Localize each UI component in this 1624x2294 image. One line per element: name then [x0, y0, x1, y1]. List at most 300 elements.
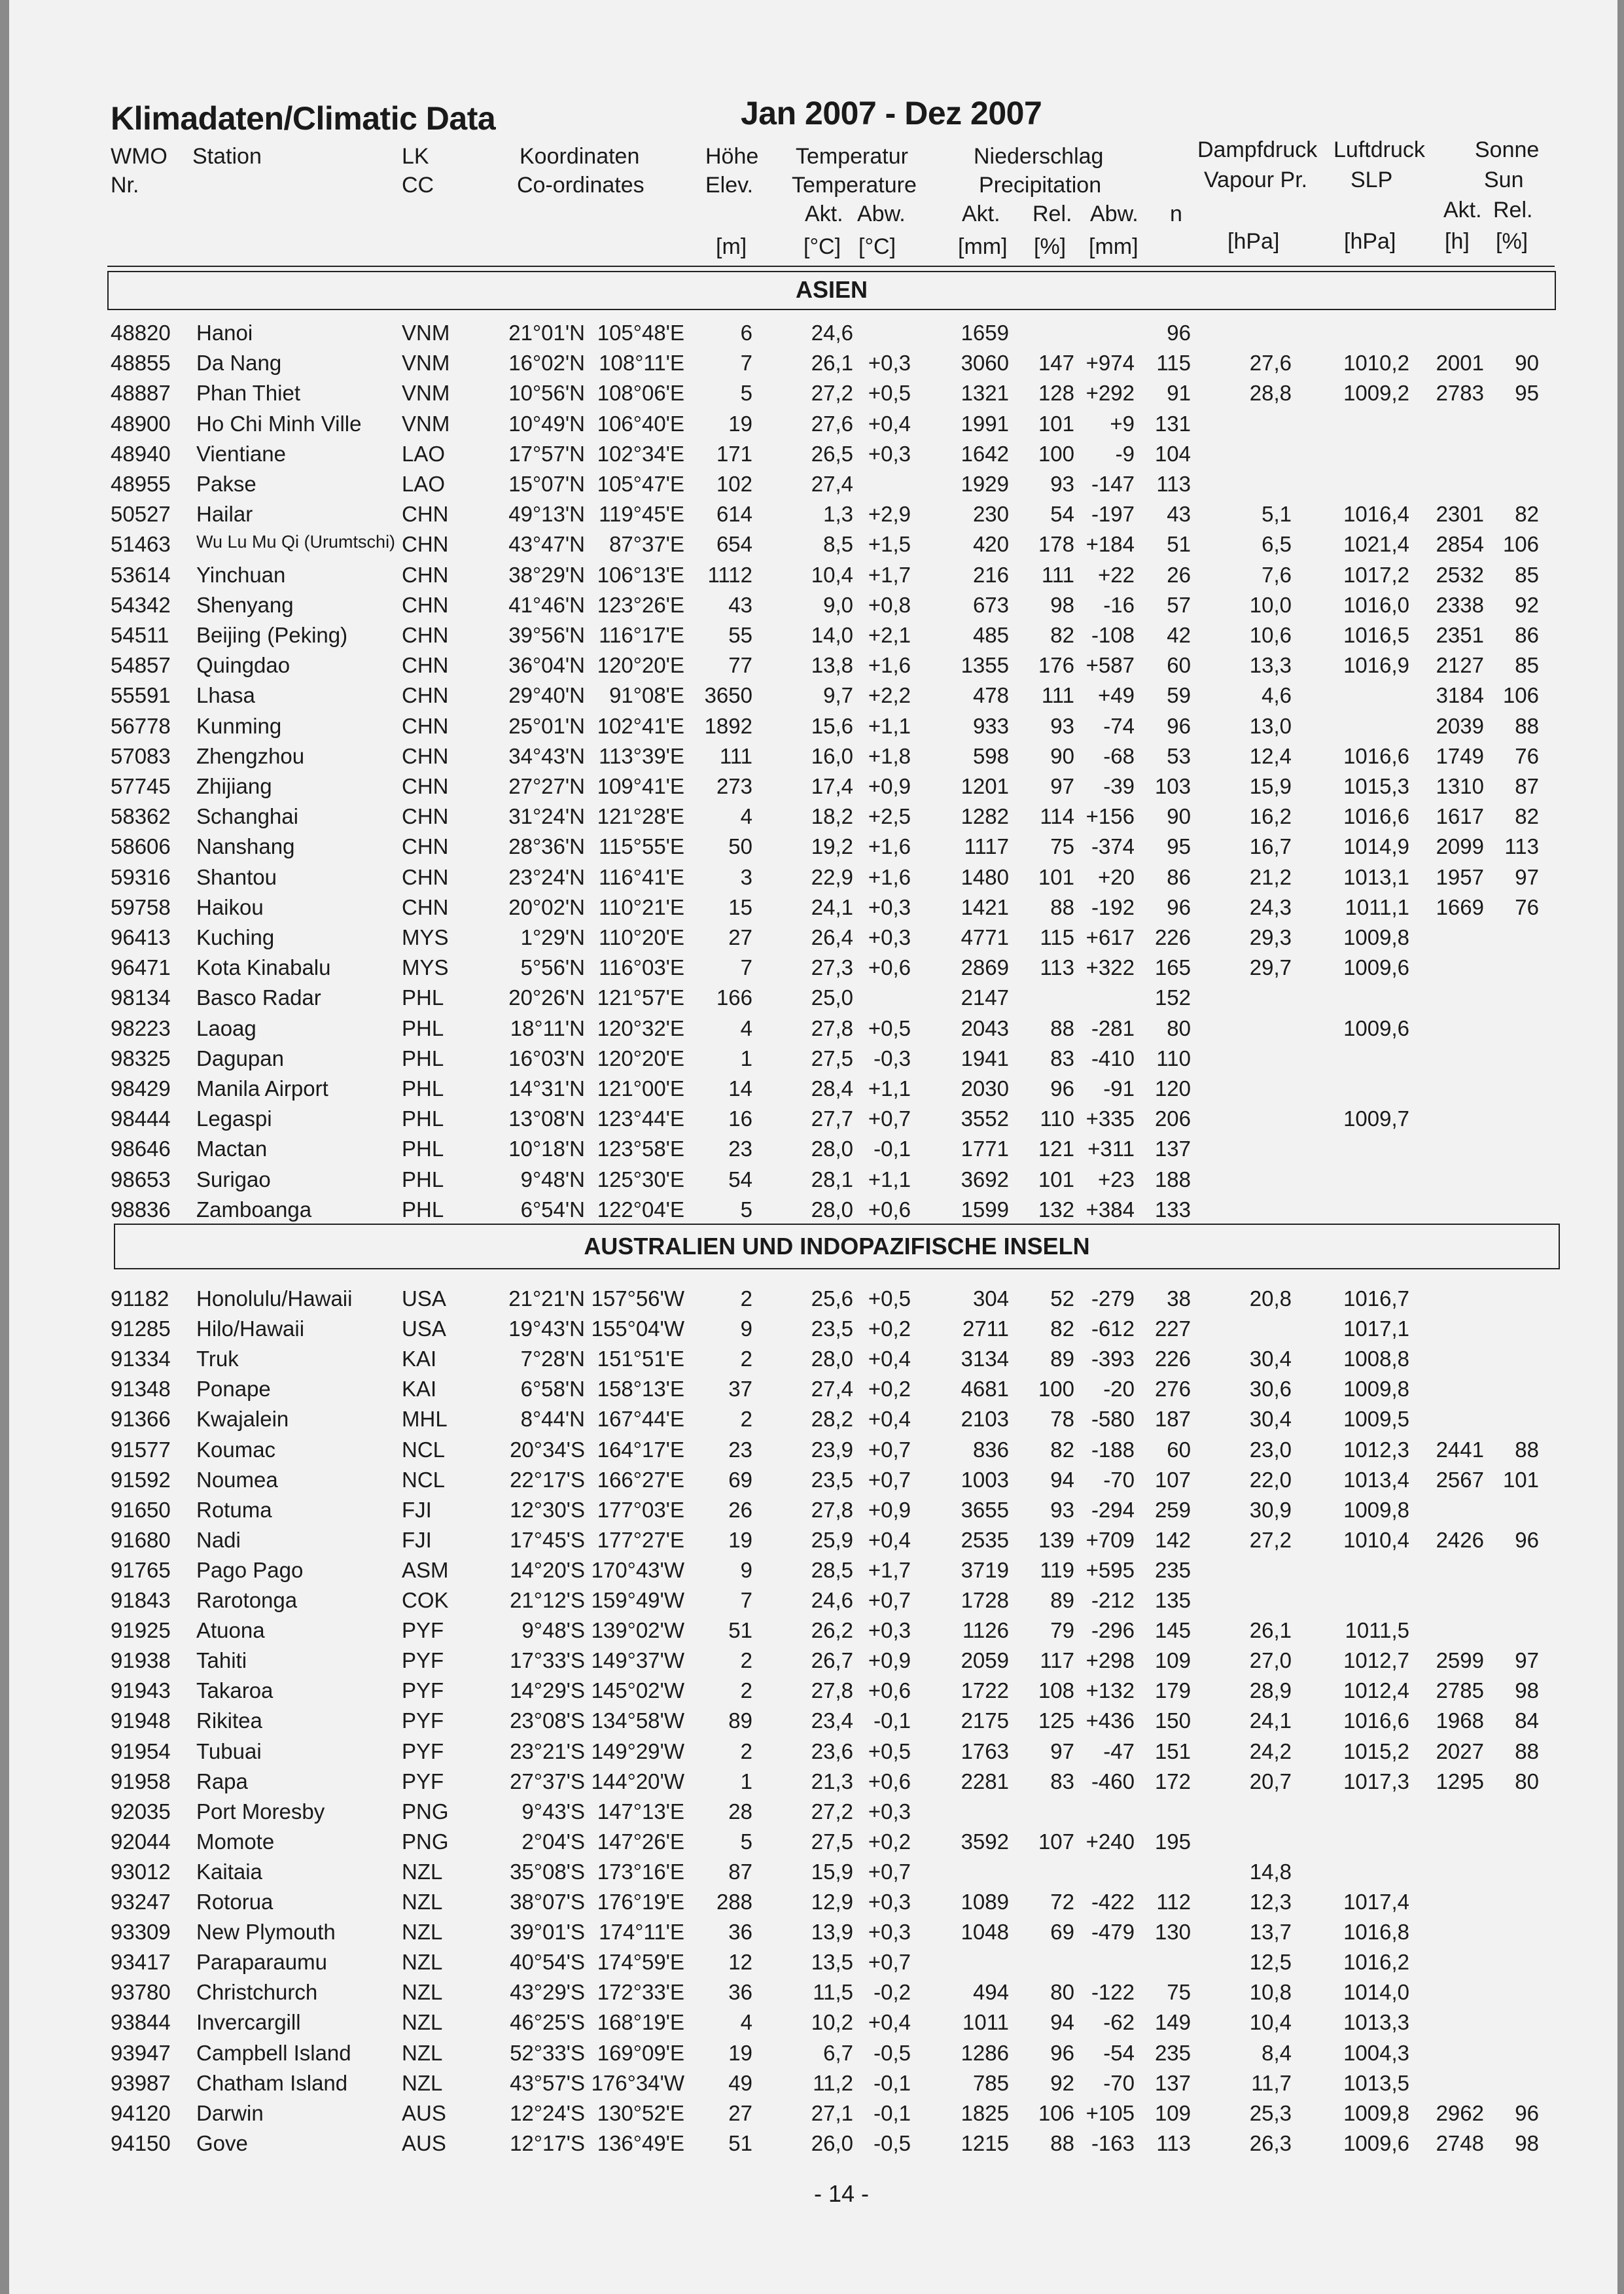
cell-latitude: 9°48'N — [520, 1167, 585, 1191]
cell-prec-akt: 1763 — [961, 1739, 1009, 1763]
section-title-australien: AUSTRALIEN UND INDOPAZIFISCHE INSELN — [584, 1233, 1090, 1260]
cell-prec-akt: 3692 — [961, 1167, 1009, 1191]
cell-slp: 1016,8 — [1343, 1920, 1409, 1944]
cell-station: Campbell Island — [196, 2041, 351, 2065]
cell-prec-n: 60 — [1167, 1438, 1191, 1462]
cell-prec-akt: 1215 — [961, 2131, 1009, 2155]
cell-vapour: 4,6 — [1262, 683, 1292, 707]
cell-prec-n: 195 — [1154, 1829, 1191, 1854]
cell-station: Hanoi — [196, 321, 253, 345]
cell-elevation: 7 — [740, 351, 752, 375]
cell-station: Momote — [196, 1829, 275, 1854]
cell-vapour: 21,2 — [1249, 865, 1292, 889]
cell-wmo-nr: 91680 — [111, 1528, 171, 1552]
table-row — [9, 653, 1617, 683]
cell-prec-akt: 485 — [972, 623, 1009, 647]
cell-country-code: VNM — [402, 321, 450, 345]
cell-elevation: 4 — [740, 2010, 752, 2034]
cell-temp-akt: 28,1 — [811, 1167, 853, 1191]
cell-sun-akt: 2127 — [1436, 653, 1484, 677]
cell-latitude: 14°29'S — [510, 1678, 585, 1703]
table-row — [9, 1286, 1617, 1316]
cell-sun-akt: 2854 — [1436, 532, 1484, 556]
cell-elevation: 4 — [740, 1016, 752, 1040]
table-row — [9, 1377, 1617, 1407]
cell-station: Beijing (Peking) — [196, 623, 348, 647]
cell-prec-n: 91 — [1167, 381, 1191, 405]
cell-sun-rel: 88 — [1515, 1739, 1539, 1763]
cell-vapour: 16,7 — [1249, 834, 1292, 858]
cell-temp-akt: 28,0 — [811, 1137, 853, 1161]
cell-sun-rel: 76 — [1515, 895, 1539, 919]
cell-longitude: 113°39'E — [599, 744, 684, 768]
cell-prec-rel: 88 — [1050, 895, 1074, 919]
cell-latitude: 9°48'S — [521, 1618, 585, 1642]
cell-elevation: 19 — [728, 1528, 752, 1552]
cell-station: Koumac — [196, 1438, 276, 1462]
cell-longitude: 174°11'E — [599, 1920, 684, 1944]
page-title: Klimadaten/Climatic Data — [111, 100, 496, 137]
cell-prec-n: 75 — [1167, 1980, 1191, 2004]
cell-prec-n: 59 — [1167, 683, 1191, 707]
cell-prec-akt: 3592 — [961, 1829, 1009, 1854]
cell-prec-rel: 111 — [1041, 683, 1074, 707]
cell-prec-akt: 3134 — [961, 1347, 1009, 1371]
cell-vapour: 26,1 — [1249, 1618, 1292, 1642]
cell-prec-abw: +240 — [1086, 1829, 1135, 1854]
cell-wmo-nr: 98646 — [111, 1137, 171, 1161]
cell-sun-rel: 80 — [1515, 1769, 1539, 1793]
cell-prec-n: 112 — [1156, 1890, 1191, 1914]
table-row — [9, 1920, 1617, 1950]
hdr-wmo: WMO — [111, 144, 168, 169]
period-title: Jan 2007 - Dez 2007 — [741, 95, 1042, 132]
cell-prec-abw: -9 — [1115, 442, 1135, 466]
cell-wmo-nr: 56778 — [111, 714, 171, 738]
cell-longitude: 149°37'W — [591, 1648, 684, 1672]
cell-wmo-nr: 96413 — [111, 925, 171, 949]
cell-temp-abw: -0,1 — [874, 1137, 911, 1161]
cell-sun-rel: 113 — [1504, 834, 1539, 858]
cell-prec-rel: 97 — [1050, 1739, 1074, 1763]
cell-prec-akt: 304 — [972, 1286, 1009, 1311]
cell-temp-akt: 11,5 — [813, 1980, 853, 2004]
cell-slp: 1010,2 — [1343, 351, 1409, 375]
cell-latitude: 14°31'N — [508, 1076, 585, 1101]
cell-temp-akt: 26,4 — [811, 925, 853, 949]
cell-longitude: 110°20'E — [599, 925, 684, 949]
cell-prec-n: 276 — [1154, 1377, 1191, 1401]
cell-longitude: 144°20'W — [591, 1769, 684, 1793]
cell-sun-rel: 85 — [1515, 653, 1539, 677]
cell-temp-akt: 27,4 — [811, 1377, 853, 1401]
cell-station: Rotuma — [196, 1498, 272, 1522]
cell-prec-abw: +23 — [1098, 1167, 1135, 1191]
cell-prec-abw: -122 — [1091, 1980, 1135, 2004]
cell-elevation: 9 — [740, 1316, 752, 1341]
cell-longitude: 121°28'E — [597, 804, 684, 828]
cell-prec-n: 149 — [1154, 2010, 1191, 2034]
cell-sun-rel: 82 — [1515, 804, 1539, 828]
table-row — [9, 714, 1617, 744]
cell-vapour: 7,6 — [1262, 563, 1292, 587]
cell-country-code: PYF — [402, 1739, 444, 1763]
cell-temp-akt: 19,2 — [811, 834, 853, 858]
table-row — [9, 563, 1617, 593]
cell-elevation: 43 — [728, 593, 752, 617]
cell-prec-rel: 82 — [1050, 1316, 1074, 1341]
cell-temp-abw: +0,7 — [868, 1106, 911, 1131]
cell-elevation: 27 — [728, 2101, 752, 2125]
cell-prec-n: 259 — [1154, 1498, 1191, 1522]
cell-sun-akt: 2441 — [1436, 1438, 1484, 1462]
cell-slp: 1009,8 — [1343, 1377, 1409, 1401]
cell-prec-abw: +617 — [1086, 925, 1135, 949]
cell-elevation: 2 — [740, 1678, 752, 1703]
cell-latitude: 36°04'N — [508, 653, 585, 677]
cell-vapour: 30,9 — [1249, 1498, 1292, 1522]
cell-elevation: 51 — [728, 2131, 752, 2155]
cell-prec-rel: 100 — [1038, 1377, 1074, 1401]
cell-vapour: 28,8 — [1249, 381, 1292, 405]
cell-longitude: 116°17'E — [599, 623, 684, 647]
hdr-sonne: Sonne — [1475, 137, 1540, 162]
cell-slp: 1017,4 — [1343, 1890, 1409, 1914]
cell-elevation: 5 — [740, 381, 752, 405]
cell-prec-n: 96 — [1167, 714, 1191, 738]
cell-elevation: 36 — [728, 1920, 752, 1944]
cell-prec-rel: 69 — [1050, 1920, 1074, 1944]
document-page — [9, 0, 1617, 2294]
cell-country-code: VNM — [402, 412, 450, 436]
cell-elevation: 2 — [740, 1407, 752, 1431]
cell-prec-abw: -70 — [1103, 1468, 1135, 1492]
cell-sun-akt: 2027 — [1436, 1739, 1484, 1763]
cell-longitude: 176°34'W — [591, 2071, 684, 2095]
cell-station: Dagupan — [196, 1046, 284, 1070]
table-row — [9, 1618, 1617, 1648]
page-number: - 14 - — [814, 2180, 870, 2207]
cell-wmo-nr: 98836 — [111, 1197, 171, 1222]
cell-longitude: 149°29'W — [591, 1739, 684, 1763]
cell-sun-akt: 2748 — [1436, 2131, 1484, 2155]
table-row — [9, 1438, 1617, 1468]
cell-wmo-nr: 59316 — [111, 865, 171, 889]
cell-prec-n: 226 — [1154, 925, 1191, 949]
cell-country-code: MHL — [402, 1407, 448, 1431]
cell-latitude: 23°21'S — [510, 1739, 585, 1763]
cell-prec-n: 26 — [1167, 563, 1191, 587]
table-row — [9, 1708, 1617, 1738]
cell-wmo-nr: 91943 — [111, 1678, 171, 1703]
table-row — [9, 1980, 1617, 2010]
cell-latitude: 12°24'S — [510, 2101, 585, 2125]
cell-prec-rel: 52 — [1050, 1286, 1074, 1311]
table-row — [9, 1799, 1617, 1829]
cell-station: Honolulu/Hawaii — [196, 1286, 353, 1311]
cell-prec-akt: 1991 — [961, 412, 1009, 436]
cell-station: Da Nang — [196, 351, 282, 375]
cell-prec-rel: 178 — [1038, 532, 1074, 556]
cell-wmo-nr: 93987 — [111, 2071, 171, 2095]
cell-prec-abw: +335 — [1086, 1106, 1135, 1131]
cell-slp: 1009,5 — [1343, 1407, 1409, 1431]
table-row — [9, 1347, 1617, 1377]
cell-wmo-nr: 91182 — [111, 1286, 169, 1311]
cell-temp-akt: 8,5 — [823, 532, 853, 556]
cell-temp-akt: 9,0 — [823, 593, 853, 617]
cell-station: Haikou — [196, 895, 264, 919]
cell-wmo-nr: 48940 — [111, 442, 171, 466]
hdr-luftdruck: Luftdruck — [1333, 137, 1425, 162]
cell-country-code: PHL — [402, 1106, 444, 1131]
cell-sun-akt: 1957 — [1436, 865, 1484, 889]
hdr-prec-rel: Rel. — [1033, 202, 1072, 226]
cell-station: Hilo/Hawaii — [196, 1316, 305, 1341]
cell-temp-abw: -0,1 — [874, 2101, 911, 2125]
cell-prec-abw: +322 — [1086, 955, 1135, 979]
cell-slp: 1015,3 — [1343, 774, 1409, 798]
hdr-precipitation: Precipitation — [979, 173, 1102, 198]
cell-latitude: 43°57'S — [510, 2071, 585, 2095]
cell-prec-akt: 2535 — [961, 1528, 1009, 1552]
cell-longitude: 159°49'W — [591, 1588, 684, 1612]
cell-latitude: 43°29'S — [510, 1980, 585, 2004]
cell-prec-rel: 94 — [1050, 1468, 1074, 1492]
cell-prec-akt: 3552 — [961, 1106, 1009, 1131]
cell-longitude: 106°13'E — [597, 563, 684, 587]
cell-country-code: CHN — [402, 865, 449, 889]
cell-station: Nadi — [196, 1528, 241, 1552]
cell-station: Laoag — [196, 1016, 256, 1040]
cell-longitude: 122°04'E — [597, 1197, 684, 1222]
cell-vapour: 27,0 — [1249, 1648, 1292, 1672]
cell-longitude: 106°40'E — [597, 412, 684, 436]
cell-wmo-nr: 54857 — [111, 653, 171, 677]
cell-wmo-nr: 91958 — [111, 1769, 171, 1793]
cell-prec-akt: 1929 — [961, 472, 1009, 496]
cell-temp-akt: 23,4 — [811, 1708, 853, 1733]
cell-temp-akt: 27,8 — [811, 1678, 853, 1703]
cell-elevation: 19 — [728, 2041, 752, 2065]
table-row — [9, 744, 1617, 774]
cell-wmo-nr: 98223 — [111, 1016, 171, 1040]
cell-longitude: 120°32'E — [597, 1016, 684, 1040]
table-row — [9, 1648, 1617, 1678]
cell-station: Zhengzhou — [196, 744, 305, 768]
cell-country-code: NCL — [402, 1468, 446, 1492]
cell-wmo-nr: 93780 — [111, 1980, 171, 2004]
table-row — [9, 2071, 1617, 2101]
hdr-sun-unit-akt: [h] — [1445, 229, 1470, 254]
cell-elevation: 49 — [728, 2071, 752, 2095]
cell-longitude: 164°17'E — [597, 1438, 684, 1462]
cell-station: Truk — [196, 1347, 239, 1371]
cell-temp-abw: +0,3 — [868, 895, 911, 919]
cell-vapour: 22,0 — [1249, 1468, 1292, 1492]
cell-sun-rel: 88 — [1515, 1438, 1539, 1462]
cell-sun-rel: 86 — [1515, 623, 1539, 647]
cell-prec-akt: 1126 — [962, 1618, 1009, 1642]
cell-prec-rel: 92 — [1050, 2071, 1074, 2095]
cell-slp: 1016,6 — [1343, 744, 1409, 768]
cell-latitude: 22°17'S — [510, 1468, 585, 1492]
cell-elevation: 27 — [728, 925, 752, 949]
cell-prec-abw: -108 — [1091, 623, 1135, 647]
cell-elevation: 37 — [728, 1377, 752, 1401]
cell-temp-akt: 28,0 — [811, 1347, 853, 1371]
cell-prec-n: 227 — [1154, 1316, 1191, 1341]
cell-sun-rel: 92 — [1515, 593, 1539, 617]
cell-temp-akt: 27,1 — [811, 2101, 853, 2125]
cell-prec-abw: -422 — [1091, 1890, 1135, 1914]
cell-country-code: KAI — [402, 1377, 437, 1401]
cell-prec-rel: 100 — [1038, 442, 1074, 466]
table-row — [9, 1316, 1617, 1347]
cell-temp-akt: 25,9 — [811, 1528, 853, 1552]
cell-longitude: 91°08'E — [609, 683, 684, 707]
cell-latitude: 52°33'S — [510, 2041, 585, 2065]
cell-sun-rel: 106 — [1502, 683, 1539, 707]
cell-station: Basco Radar — [196, 985, 321, 1010]
cell-temp-abw: +1,7 — [868, 1558, 911, 1582]
cell-elevation: 15 — [728, 895, 752, 919]
cell-prec-rel: 132 — [1038, 1197, 1074, 1222]
cell-country-code: NZL — [402, 2041, 443, 2065]
cell-slp: 1013,4 — [1343, 1468, 1409, 1492]
cell-prec-rel: 110 — [1040, 1106, 1074, 1131]
cell-station: Tubuai — [196, 1739, 262, 1763]
table-row — [9, 774, 1617, 804]
cell-vapour: 24,1 — [1249, 1708, 1292, 1733]
cell-prec-abw: +436 — [1086, 1708, 1135, 1733]
cell-prec-akt: 230 — [972, 502, 1009, 526]
cell-prec-rel: 119 — [1040, 1558, 1074, 1582]
cell-temp-akt: 26,1 — [811, 351, 853, 375]
cell-temp-akt: 15,9 — [811, 1860, 853, 1884]
hdr-elev-unit: [m] — [716, 234, 747, 259]
cell-prec-n: 96 — [1167, 895, 1191, 919]
cell-temp-abw: -0,2 — [874, 1980, 911, 2004]
cell-sun-akt: 1617 — [1436, 804, 1484, 828]
cell-prec-n: 206 — [1154, 1106, 1191, 1131]
cell-temp-abw: +0,4 — [868, 1528, 911, 1552]
cell-latitude: 6°54'N — [520, 1197, 585, 1222]
cell-prec-abw: +709 — [1086, 1528, 1135, 1552]
cell-country-code: PYF — [402, 1648, 444, 1672]
cell-sun-rel: 96 — [1515, 2101, 1539, 2125]
cell-sun-akt: 2567 — [1436, 1468, 1484, 1492]
cell-temp-abw: +0,9 — [868, 774, 911, 798]
hdr-elev: Elev. — [705, 173, 754, 198]
cell-wmo-nr: 91334 — [111, 1347, 171, 1371]
hdr-vapour: Vapour Pr. — [1204, 168, 1308, 192]
cell-longitude: 136°49'E — [597, 2131, 684, 2155]
cell-temp-akt: 25,0 — [811, 985, 853, 1010]
cell-latitude: 9°43'S — [521, 1799, 585, 1824]
cell-temp-abw: +2,9 — [868, 502, 911, 526]
cell-temp-akt: 21,3 — [811, 1769, 853, 1793]
cell-vapour: 28,9 — [1249, 1678, 1292, 1703]
cell-slp: 1021,4 — [1343, 532, 1409, 556]
cell-wmo-nr: 91285 — [111, 1316, 171, 1341]
cell-temp-akt: 23,9 — [811, 1438, 853, 1462]
cell-prec-n: 235 — [1154, 1558, 1191, 1582]
cell-latitude: 39°56'N — [508, 623, 585, 647]
cell-elevation: 12 — [728, 1950, 752, 1974]
cell-wmo-nr: 94120 — [111, 2101, 171, 2125]
cell-prec-n: 57 — [1167, 593, 1191, 617]
cell-station: Rarotonga — [196, 1588, 298, 1612]
cell-prec-rel: 97 — [1050, 774, 1074, 798]
cell-temp-akt: 27,5 — [811, 1829, 853, 1854]
cell-slp: 1013,5 — [1343, 2071, 1409, 2095]
cell-prec-rel: 117 — [1040, 1648, 1074, 1672]
cell-prec-akt: 4771 — [961, 925, 1009, 949]
cell-latitude: 38°07'S — [510, 1890, 585, 1914]
cell-sun-rel: 97 — [1515, 865, 1539, 889]
cell-latitude: 38°29'N — [508, 563, 585, 587]
cell-country-code: NZL — [402, 1920, 443, 1944]
cell-elevation: 1 — [740, 1046, 752, 1070]
table-row — [9, 1407, 1617, 1437]
cell-prec-akt: 1480 — [961, 865, 1009, 889]
cell-vapour: 11,7 — [1251, 2071, 1292, 2095]
cell-longitude: 102°34'E — [597, 442, 684, 466]
cell-temp-akt: 26,7 — [811, 1648, 853, 1672]
cell-temp-akt: 23,5 — [811, 1316, 853, 1341]
cell-slp: 1016,5 — [1343, 623, 1409, 647]
cell-prec-akt: 2103 — [961, 1407, 1009, 1431]
cell-prec-akt: 478 — [972, 683, 1009, 707]
cell-country-code: CHN — [402, 532, 449, 556]
cell-prec-abw: +184 — [1086, 532, 1135, 556]
cell-elevation: 171 — [716, 442, 752, 466]
cell-prec-n: 43 — [1167, 502, 1191, 526]
cell-prec-n: 131 — [1154, 412, 1191, 436]
cell-vapour: 30,6 — [1249, 1377, 1292, 1401]
cell-wmo-nr: 50527 — [111, 502, 171, 526]
cell-prec-rel: 88 — [1050, 1016, 1074, 1040]
cell-temp-abw: +0,8 — [868, 593, 911, 617]
cell-latitude: 6°58'N — [520, 1377, 585, 1401]
cell-station: Kaitaia — [196, 1860, 262, 1884]
hdr-temp-akt: Akt. — [805, 202, 843, 226]
cell-temp-abw: +0,5 — [868, 1286, 911, 1311]
table-row — [9, 2010, 1617, 2040]
cell-elevation: 111 — [719, 744, 752, 768]
cell-country-code: CHN — [402, 774, 449, 798]
hdr-lk: LK — [402, 144, 429, 169]
cell-prec-akt: 1941 — [961, 1046, 1009, 1070]
cell-latitude: 40°54'S — [510, 1950, 585, 1974]
cell-temp-akt: 15,6 — [811, 714, 853, 738]
hdr-temperatur: Temperatur — [796, 144, 908, 169]
cell-vapour: 10,4 — [1249, 2010, 1292, 2034]
cell-prec-n: 133 — [1154, 1197, 1191, 1222]
cell-temp-akt: 13,8 — [811, 653, 853, 677]
cell-slp: 1012,3 — [1343, 1438, 1409, 1462]
cell-prec-akt: 1599 — [961, 1197, 1009, 1222]
cell-country-code: MYS — [402, 955, 449, 979]
cell-longitude: 177°27'E — [597, 1528, 684, 1552]
cell-slp: 1012,4 — [1343, 1678, 1409, 1703]
cell-prec-akt: 4681 — [961, 1377, 1009, 1401]
cell-longitude: 157°56'W — [591, 1286, 684, 1311]
cell-prec-abw: -39 — [1103, 774, 1135, 798]
cell-prec-rel: 83 — [1050, 1046, 1074, 1070]
cell-prec-akt: 494 — [972, 1980, 1009, 2004]
